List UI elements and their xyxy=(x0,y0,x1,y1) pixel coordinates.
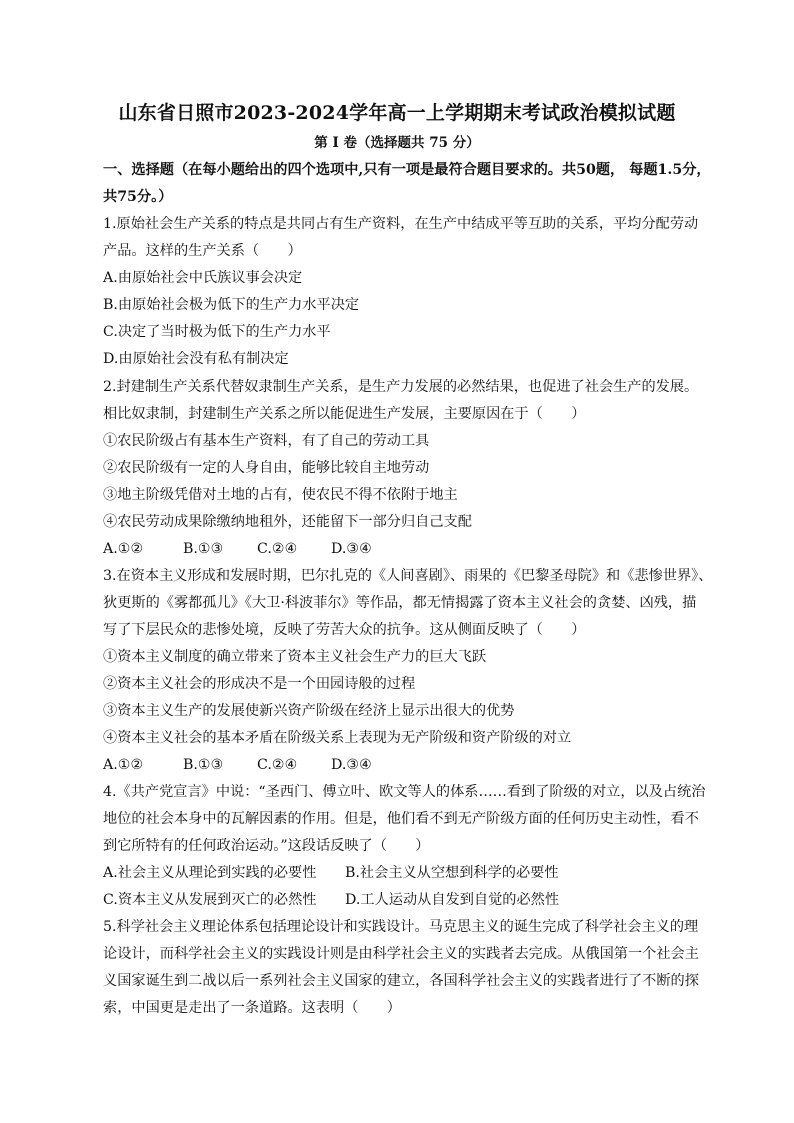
q3-stem-line3: 写了下层民众的悲惨处境，反映了劳苦大众的抗争。这从侧面反映了（ ） xyxy=(103,622,586,638)
q1-option-b: B.由原始社会极为低下的生产力水平决定 xyxy=(103,297,360,313)
section-instruction-line1: 一、选择题（在每小题给出的四个选项中,只有一项是最符合题目要求的。共50题， 每题1.5分， xyxy=(103,162,711,178)
q2-stem-line1: 2.封建制生产关系代替奴隶制生产关系，是生产力发展的必然结果，也促进了社会生产的发展。 xyxy=(103,379,699,395)
q2-option-a: A.①② xyxy=(103,541,144,557)
q2-option-b: B.①③ xyxy=(183,541,224,557)
q1-option-a: A.由原始社会中氏族议事会决定 xyxy=(103,270,303,286)
q4-option-b: B.社会主义从空想到科学的必要性 xyxy=(345,865,559,881)
q4-option-d: D.工人运动从自发到自觉的必然性 xyxy=(345,892,560,908)
section-instruction-line2: 共75分。） xyxy=(103,189,173,205)
q2-option-d: D.③④ xyxy=(331,541,372,557)
q2-stem-line2: 相比奴隶制，封建制生产关系之所以能促进生产发展，主要原因在于（ ） xyxy=(103,406,586,422)
q3-option-d: D.③④ xyxy=(331,757,372,773)
q2-statement-3: ③地主阶级凭借对土地的占有，使农民不得不依附于地主 xyxy=(103,487,458,503)
q3-statement-4: ④资本主义社会的基本矛盾在阶级关系上表现为无产阶级和资产阶级的对立 xyxy=(103,730,572,746)
q5-stem-line1: 5.科学社会主义理论体系包括理论设计和实践设计。马克思主义的诞生完成了科学社会主义的理 xyxy=(103,919,699,935)
q3-option-a: A.①② xyxy=(103,757,144,773)
q1-option-c: C.决定了当时极为低下的生产力水平 xyxy=(103,324,331,340)
q4-stem-line3: 到它所特有的任何政治运动。”这段话反映了（ ） xyxy=(103,838,430,854)
q5-stem-line3: 义国家诞生到二战以后一系列社会主义国家的建立，各国科学社会主义的实践者进行了不断的探 xyxy=(103,973,699,989)
q3-options-row xyxy=(103,755,372,775)
q1-stem-line1: 1.原始社会生产关系的特点是共同占有生产资料，在生产中结成平等互助的关系，平均分配劳动 xyxy=(103,216,699,232)
q3-option-c: C.②④ xyxy=(257,757,298,773)
q2-options-row xyxy=(103,539,372,559)
q4-stem-line1: 4.《共产党宣言》中说：“圣西门、傅立叶、欧文等人的体系……看到了阶级的对立，以及占统治 xyxy=(103,784,706,800)
q5-stem-line4: 索，中国更是走出了一条道路。这表明（ ） xyxy=(103,1000,401,1016)
q3-statement-3: ③资本主义生产的发展使新兴资产阶级在经济上显示出很大的优势 xyxy=(103,703,515,719)
q4-options-row-2 xyxy=(103,890,559,910)
q4-stem-line2: 地位的社会本身中的瓦解因素的作用。但是，他们看不到无产阶级方面的任何历史主动性，看不 xyxy=(103,811,699,827)
q2-statement-2: ②农民阶级有一定的人身自由，能够比较自主地劳动 xyxy=(103,460,430,476)
q3-statement-1: ①资本主义制度的确立带来了资本主义社会生产力的巨大飞跃 xyxy=(103,649,487,665)
q4-option-c: C.资本主义从发展到灭亡的必然性 xyxy=(103,892,317,908)
q3-stem-line2: 狄更斯的《雾都孤儿》《大卫·科波菲尔》等作品，都无情揭露了资本主义社会的贪婪、凶残，描 xyxy=(103,595,697,611)
q3-statement-2: ②资本主义社会的形成决不是一个田园诗般的过程 xyxy=(103,676,416,692)
q1-stem-line2: 产品。这样的生产关系（ ） xyxy=(103,243,302,259)
q1-option-d: D.由原始社会没有私有制决定 xyxy=(103,351,289,367)
q3-stem-line1: 3.在资本主义形成和发展时期，巴尔扎克的《人间喜剧》、雨果的《巴黎圣母院》和《悲惨世界》、 xyxy=(103,568,713,584)
section-subtitle: 第 Ⅰ 卷（选择题共 75 分） xyxy=(314,135,480,151)
q2-statement-1: ①农民阶级占有基本生产资料，有了自己的劳动工具 xyxy=(103,433,430,449)
q4-options-row-1 xyxy=(103,863,559,883)
q4-option-a: A.社会主义从理论到实践的必要性 xyxy=(103,865,317,881)
q5-stem-line2: 论设计，而科学社会主义的实践设计则是由科学社会主义的实践者去完成。从俄国第一个社会主 xyxy=(103,946,699,962)
q2-statement-4: ④农民劳动成果除缴纳地租外，还能留下一部分归自己支配 xyxy=(103,514,472,530)
q3-option-b: B.①③ xyxy=(183,757,224,773)
q2-option-c: C.②④ xyxy=(257,541,298,557)
page-title: 山东省日照市2023-2024学年高一上学期期末考试政治模拟试题 xyxy=(118,102,676,124)
